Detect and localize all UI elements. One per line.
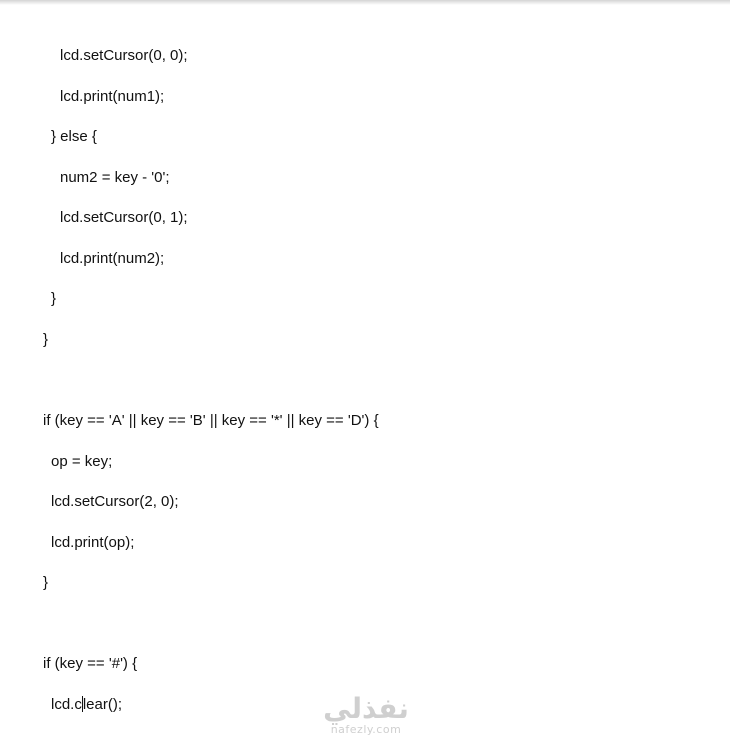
code-line: lcd.setCursor(0, 0); [60,47,188,64]
code-line: } else { [51,128,97,145]
watermark-brand-arabic: نفذلي [323,692,409,725]
code-line: num2 = key - '0'; [60,169,170,186]
code-line: lcd.setCursor(0, 1); [60,209,188,226]
code-line: } [43,331,49,348]
code-line: lcd.print(num2); [60,250,165,267]
code-line: lcd.print(num1); [60,88,165,105]
code-line: if (key == 'A' || key == 'B' || key == '*' || key == 'D') { [43,412,379,429]
code-line: if (key == '#') { [43,655,138,672]
code-line: } [51,290,57,307]
watermark-logo [316,694,416,736]
page-top-shadow [0,0,730,5]
code-text-before-caret: lcd.c [51,696,82,713]
code-line: op = key; [51,453,113,470]
code-line: lcd.print(op); [51,534,135,551]
code-text-after-caret: lear(); [82,696,123,713]
code-line: } [43,574,49,591]
code-line-with-caret[interactable] [43,694,122,716]
watermark-brand-url: nafezly.com [330,723,402,736]
code-line: lcd.setCursor(2, 0); [51,493,179,510]
